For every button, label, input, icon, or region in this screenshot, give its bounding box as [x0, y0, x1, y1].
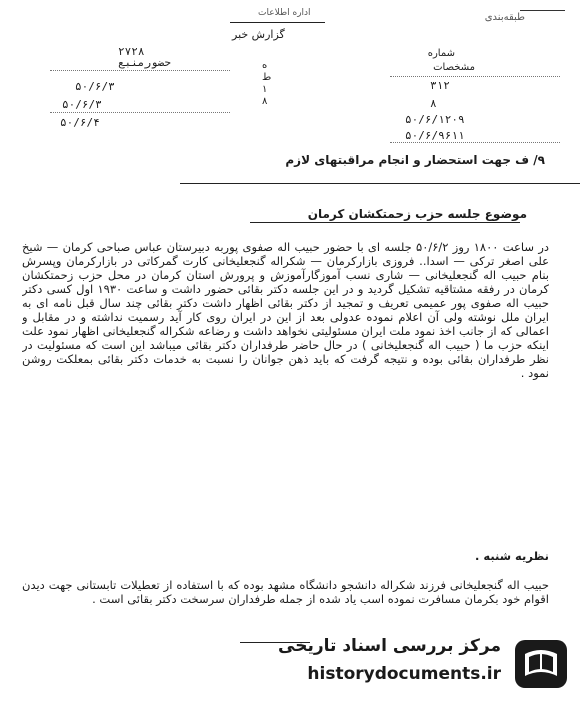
- meta-right-row5: ۵۰/۶/۱۲۰۹: [405, 113, 465, 126]
- source-label: حضورمنبع: [118, 56, 171, 69]
- watermark-url: historydocuments.ir: [307, 664, 501, 684]
- report-title: گزارش خبر: [232, 28, 285, 41]
- watermark: [271, 634, 571, 694]
- middle-marks: ه ط ۱ ۸: [262, 60, 272, 107]
- source-number: ۲۷۲۸: [118, 45, 145, 58]
- meta-date-3: ۵۰/۶/۴: [60, 116, 100, 129]
- topic-line: موضوع جلسه حزب زحمتکشان کرمان: [307, 207, 527, 221]
- meta-dots-3: [390, 76, 560, 77]
- meta-right-row3: ۳۱۲: [430, 79, 450, 92]
- meta-dots-4: [390, 142, 560, 143]
- top-right-rule: [520, 10, 565, 11]
- meta-right-row4: ۸: [430, 97, 437, 110]
- note-label: نظریه شنبه .: [474, 549, 549, 563]
- meta-dots-1: [50, 70, 230, 71]
- top-caption-center: اداره اطلاعات: [258, 8, 311, 18]
- separator-rule: [180, 183, 580, 184]
- subject-line: ۹/ ف جهت استحضار و انجام مراقبتهای لازم: [285, 153, 545, 167]
- meta-date-1: ۵۰/۶/۳: [75, 80, 115, 93]
- watermark-title: مرکز بررسی اسناد تاریخی: [278, 636, 501, 656]
- meta-right-row6: ۵۰/۶/۹۶۱۱: [405, 129, 465, 142]
- meta-dots-2: [50, 112, 230, 113]
- archive-logo-icon: [513, 638, 569, 690]
- top-caption: طبقه‌بندی: [484, 12, 525, 23]
- meta-date-2: ۵۰/۶/۳: [62, 98, 102, 111]
- topic-underline: [250, 222, 520, 223]
- note-paragraph: حبیب اله گنجعلیخانی فرزند شکراله دانشجو دانشگاه مشهد بوده که با استفاده از تعطیلات تابستانی جهت دیدن اقوام خود بکرمان مسافرت نموده اسب یاد شده از جمله طرفداران سرسخت دکتر بقائی است .: [22, 578, 549, 606]
- meta-right-row2: مشخصات: [433, 62, 475, 73]
- report-body: در ساعت ۱۸۰۰ روز ۵۰/۶/۲ جلسه ای با حضور حبیب اله صفوی پوربه دبیرستان عباس صباحی کرمان — شیخ علی اصغر ترکی — اسدا.. فروزی بازارکرمان — شکراله گنجعلیخانی کارت گمرکاتی در بازارکرمان وپسرش بنام حبیب اله گنجعلیخانی — شاری نسب آموزگارآموزش و پرورش استان کرمان در محل حزب زحمتکشان کرمان در رفقه مشتاقیه تشکیل گردید و در این جلسه دکتر بقائی حضور داشت و ساعت ۱۹۳۰ اول کسی دکتر حبیب اله صفوی پور عمیمی تعریف و تمجید از دکتر بقائی اظهار داشت دکتر بقائی چند سال قبل نامه ای به ایران ملل نوشته ولی آن اعلام نموده عدولی بعد از این در ایران روی کار آید رسمیت نداشته و در مقابل و اعمالی که از جانب اخذ نمود ملت ایران مسئولیتی نخواهد داشت و رضاعه شکراله گنجعلیخانی اظهار نمود علت اینکه حزب ما ( حبیب اله گنجعلیخانی ) در حال حاضر طرفداران دکتر بقائی میباشد این است که مسئولیت در نظر طرفداران بقائی بوده و نتیجه گرفت که باید ذهن جوانان را نسبت به خدمات دکتر بقائی بمعلکت روشن نمود .: [22, 240, 549, 380]
- meta-right-row1: شماره: [427, 48, 455, 59]
